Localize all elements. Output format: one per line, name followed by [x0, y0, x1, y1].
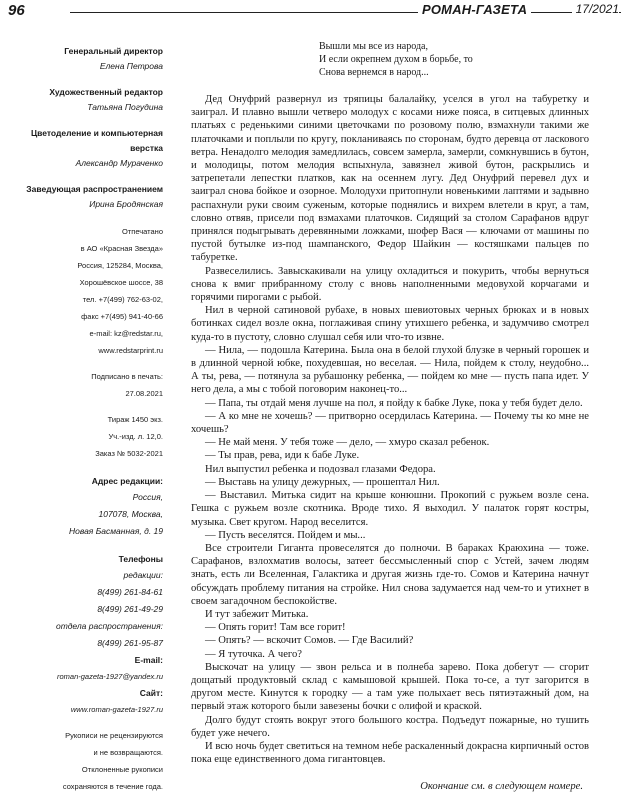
epigraph-line: И если окрепнем духом в борьбе, то	[319, 54, 473, 65]
article-body	[191, 40, 589, 793]
paragraph: — Нила, — подошла Катерина. Была она в белой глухой блузке в черный горошек и в длинной черной юбке, похудевшая, но веселая. — Нила, пойдем к столу, неудобно... А ты, рева, — потянула за рубашонку ребенка, — пойдем ко мне — пусть папа идет. У него дела, а мы с тобой поговорим наконец-то...	[191, 344, 589, 396]
phone-number: 8(499) 261-49-29	[97, 604, 163, 614]
imprint-sidebar	[8, 44, 163, 795]
print-line: Хорошёвское шоссе, 38	[79, 278, 163, 287]
continuation-note: Окончание см. в следующем номере.	[420, 781, 583, 793]
email-block	[8, 652, 163, 685]
paragraph: И тут забежит Митька.	[205, 608, 309, 620]
print-line: факс +7(495) 941-40-66	[81, 312, 163, 321]
publishing-sheets: Уч.-изд. л. 12,0.	[108, 432, 163, 441]
print-info	[8, 223, 163, 462]
staff-role: Цветоделение и компьютерная верстка	[30, 128, 163, 153]
phones-editorial-label: редакции:	[123, 570, 163, 580]
page-number: 96	[8, 2, 25, 19]
paragraph: Долго будут стоять вокруг этого большого костра. Подъедут пожарные, но тушить будет уже нечего.	[191, 714, 589, 739]
paragraph: — Не май меня. У тебя тоже — дело, — хмуро сказал ребенок.	[205, 437, 490, 449]
issue-number: 17/2021	[572, 2, 619, 16]
address-line: Россия,	[132, 492, 163, 502]
email-address[interactable]: roman-gazeta-1927@yandex.ru	[56, 672, 163, 681]
staff-role: Заведующая распространением	[26, 184, 163, 194]
manuscript-notes	[8, 727, 163, 795]
print-line: в АО «Красная Звезда»	[80, 244, 163, 253]
paragraph: — Папа, ты отдай меня лучше на пол, я пойду к бабке Луке, пока у тебя будет дело.	[205, 397, 583, 409]
phones-distribution-label: отдела распространения:	[56, 621, 163, 631]
page-header	[0, 0, 631, 44]
paragraph: — Выставил. Митька сидит на крыше конюшни. Прокопий с ружьем возле сена. Гешка с ружьем возле скотника. Вроде тихо. Я выходил. У палаток горят костры, музыка. Свет кругом. Народ веселится.	[191, 490, 589, 528]
phone-number: 8(499) 261-84-61	[97, 587, 163, 597]
editorial-address	[8, 473, 163, 540]
paragraph: — Ты прав, рева, иди к бабе Луке.	[205, 450, 360, 462]
paragraph: — Опять горит! Там все горит!	[205, 622, 346, 634]
site-block	[8, 685, 163, 718]
note-line: Отклоненные рукописи	[81, 765, 163, 774]
address-title: Адрес редакции:	[91, 476, 163, 486]
phone-number: 8(499) 261-95-87	[97, 638, 163, 648]
paragraph: — Опять? — вскочит Сомов. — Где Василий?	[205, 635, 414, 647]
signed-date: 27.08.2021	[125, 389, 163, 398]
paragraph: Нил выпустил ребенка и подозвал глазами Федора.	[205, 463, 436, 475]
order-number: Заказ № 5032-2021	[95, 449, 163, 458]
phones-block	[8, 551, 163, 652]
note-line: Рукописи не рецензируются	[65, 731, 163, 740]
paragraph: — А ко мне не хочешь? — притворно осердилась Катерина. — Почему ты ко мне не хочешь?	[191, 410, 589, 436]
paragraph: И всю ночь будет светиться на темном небе раскаленный докрасна кирпичный остов пока еще единственного дома гигантовцев.	[191, 740, 589, 766]
paragraph: Развеселились. Завыскакивали на улицу охладиться и покурить, чтобы вернуться снова к вмиг прибранному столу с вновь наполненными медовухой корчагами и горячими пирогами с рыбой.	[191, 265, 589, 304]
magazine-title: РОМАН-ГАЗЕТА	[418, 2, 531, 17]
staff-name: Татьяна Погудина	[87, 102, 163, 112]
paragraph: Все строители Гиганта провеселятся до полночи. В бараках Краюхина — тоже. Сарафанов, взлохматив волосы, затеет бессмысленный спор с Устей, зачем людям знать, есть ли Вселенная, Галактика и другая жизнь где-то. Сомов и Катерина начнут обсуждать проблему питания на стройке. Нил снова задумается над чем-то и утихнет в своем загадочном беспокойстве.	[191, 542, 589, 607]
staff-role: Художественный редактор	[49, 87, 163, 97]
print-line: e-mail: kz@redstar.ru,	[89, 329, 163, 338]
note-line: и не возвращаются.	[93, 748, 163, 757]
print-line: Россия, 125284, Москва,	[77, 261, 163, 270]
staff-role: Генеральный директор	[64, 46, 163, 56]
header-rule	[70, 12, 621, 13]
staff-name: Елена Петрова	[99, 61, 163, 71]
epigraph-line: Снова вернемся в народ...	[319, 67, 429, 78]
staff-name: Ирина Бродянская	[89, 199, 163, 209]
email-title: E-mail:	[134, 655, 163, 665]
address-line: 107078, Москва,	[98, 509, 163, 519]
paragraph: — Выставь на улицу дежурных, — прошептал Нил.	[205, 476, 440, 488]
circulation: Тираж 1450 экз.	[107, 415, 163, 424]
paragraph: Выскочат на улицу — звон рельса и в полнеба зарево. Пока добегут — сгорит дощатый продуктовый склад с камышовой крышей. Пока то-се, а тут загорится в другом месте. Кинутся к городку — а там уже полыхает весь пятиэтажный дом, на первый этаж которого были завезены бочки с олифой и краской.	[191, 661, 589, 713]
print-line: Отпечатано	[121, 227, 163, 236]
address-line: Новая Басманная, д. 19	[68, 526, 163, 536]
paragraph: — Я туточка. А чего?	[205, 648, 302, 660]
paragraph: Нил в черной сатиновой рубахе, в новых шевиотовых черных брюках и в новых ботинках сидел возле окна, поглаживая спину утихшего ребенка, и задумчиво смотрел куда-то в пустоту, словно слушал себя или что-то извне.	[191, 305, 589, 343]
site-url[interactable]: www.roman-gazeta-1927.ru	[70, 705, 163, 714]
print-line: www.redstarprint.ru	[98, 346, 163, 355]
print-line: тел. +7(499) 762-63-02,	[82, 295, 163, 304]
site-title: Сайт:	[139, 688, 163, 698]
staff-name: Александр Мураченко	[75, 158, 163, 168]
paragraph: — Пусть веселятся. Пойдем и мы...	[205, 529, 366, 541]
note-line: сохраняются в течение года.	[62, 782, 163, 791]
epigraph-line: Вышли мы все из народа,	[319, 41, 428, 52]
epigraph	[319, 40, 589, 79]
signed-label: Подписано в печать:	[91, 372, 163, 381]
phones-title: Телефоны	[118, 554, 163, 564]
paragraph: Дед Онуфрий развернул из тряпицы балалайку, уселся в угол на табуретку и заиграл. И плавно вышли четверо молодух с косами ниже пояса, в ситцевых длинных платьях с реденькими синими цветочками по розовому полю, взмахнули такими же платочками и поплыли по кругу, покланиваясь по сторонам, будто деревца от ласкового ветра. Ненадолго мелодия замедлилась, совсем замерла, замерли, сомкнувшись в бутон, и молодицы, потом мелодия вспыхнула, завязнел живой бутон, раскрылись и затрепетали лепестки платков, как на осеннем лугу. Дед Онуфрий перевел дух и заиграл снова бойкое и озорное. Молодухи притопнули новенькими лаптями и задывно распахнули руки своим суженым, которые поднялись и вихрем влетели в круг, а там, словно отвяв, присели под взмахами платочков. Сидящий за столом Сарафанов вдруг принялся подыгрывать деревянными ложками, шофер Вася — ключами от машины по пустой бутылке из-под шампанского, Федор Шайкин — костяшками пальцев по табуретке.	[191, 94, 589, 264]
